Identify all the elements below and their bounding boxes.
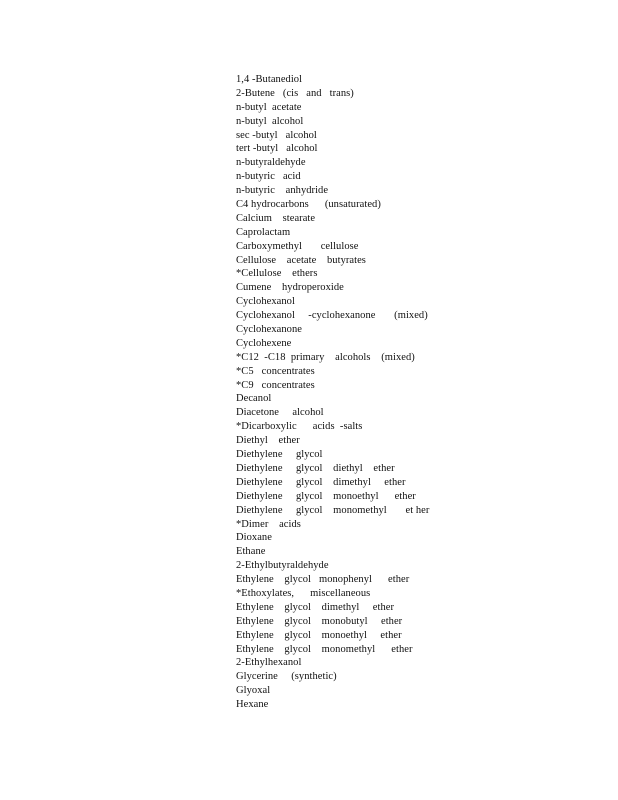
list-item: Ethylene glycol monobutyl ether (236, 615, 403, 627)
list-item: tert -butyl alcohol (236, 143, 318, 155)
list-item: Diethyl ether (236, 435, 300, 447)
list-item: n-butyric acid (236, 171, 301, 183)
list-item: Cellulose acetate butyrates (236, 254, 366, 266)
list-item: n-butyl acetate (236, 101, 302, 113)
list-item: Dioxane (236, 532, 272, 544)
list-item: Diethylene glycol monoethyl ether (236, 490, 416, 502)
list-item: sec -butyl alcohol (236, 129, 317, 141)
list-item: *Dimer acids (236, 518, 301, 530)
list-item: Ethylene glycol monophenyl ether (236, 574, 410, 586)
list-item: Diethylene glycol (236, 449, 323, 461)
list-item: Decanol (236, 393, 272, 405)
list-item: *Ethoxylates, miscellaneous (236, 587, 371, 599)
list-item: Diethylene glycol monomethyl et her (236, 504, 430, 516)
list-item: 2-Butene (cis and trans) (236, 87, 354, 99)
list-item: Carboxymethyl cellulose (236, 240, 359, 252)
list-item: Diethylene glycol dimethyl ether (236, 476, 406, 488)
list-item: Ethylene glycol dimethyl ether (236, 601, 395, 613)
list-item: Glyoxal (236, 685, 271, 697)
list-item: *C9 concentrates (236, 379, 315, 391)
list-item: *C5 concentrates (236, 365, 315, 377)
list-item: n-butyraldehyde (236, 157, 306, 169)
list-item: Cumene hydroperoxide (236, 282, 344, 294)
list-item: C4 hydrocarbons (unsaturated) (236, 199, 381, 211)
list-item: Glycerine (synthetic) (236, 671, 337, 683)
list-item: 2-Ethylhexanol (236, 657, 302, 669)
list-item: Caprolactam (236, 226, 291, 238)
list-item: Ethane (236, 546, 266, 558)
list-item: Calcium stearate (236, 212, 316, 224)
list-item: *Dicarboxylic acids -salts (236, 421, 363, 433)
list-item: Diethylene glycol diethyl ether (236, 462, 395, 474)
list-item: Cyclohexanol -cyclohexanone (mixed) (236, 310, 428, 322)
list-item: Diacetone alcohol (236, 407, 324, 419)
list-item: Cyclohexanone (236, 324, 302, 336)
list-item: *Cellulose ethers (236, 268, 318, 280)
list-item: Hexane (236, 699, 269, 711)
list-item: Ethylene glycol monomethyl ether (236, 643, 413, 655)
list-item: Cyclohexanol (236, 296, 295, 308)
list-item: Ethylene glycol monoethyl ether (236, 629, 402, 641)
list-item: 1,4 -Butanediol (236, 74, 303, 85)
list-item: n-butyl alcohol (236, 115, 304, 127)
list-item: n-butyric anhydride (236, 185, 329, 197)
list-item: Cyclohexene (236, 337, 292, 349)
list-item: 2-Ethylbutyraldehyde (236, 560, 329, 572)
list-item: *C12 -C18 primary alcohols (mixed) (236, 351, 415, 363)
chemical-list (236, 73, 429, 712)
